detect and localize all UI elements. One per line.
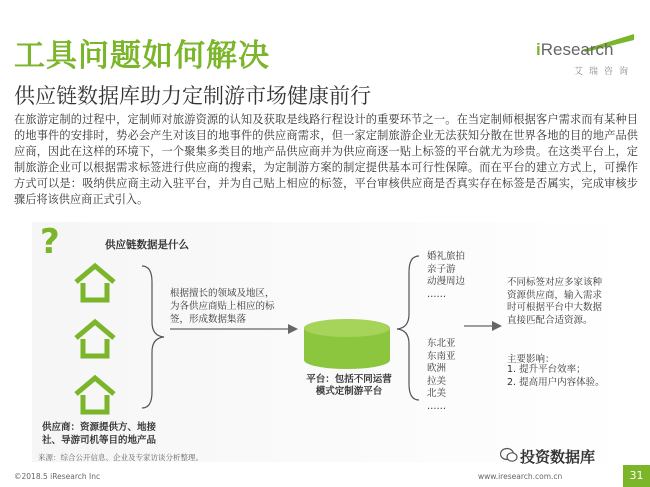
database-cylinder-icon [302, 318, 392, 372]
list-item: 1. 提升平台效率； [507, 364, 586, 375]
website: www.iresearch.com.cn [478, 472, 563, 481]
house-icon [72, 374, 118, 416]
list-item: 2. 提高用户内容体验。 [507, 376, 605, 388]
question-label: 供应链数据是什么 [105, 239, 189, 251]
watermark: 投资数据库 [520, 448, 596, 466]
arrow-right-icon [170, 323, 300, 335]
list-item: 亲子游 [427, 263, 456, 275]
list-item: 东南亚 [427, 350, 456, 362]
label-description: 根据擅长的领域及地区，为各供应商贴上相应的标签，形成数据集落 [170, 288, 275, 325]
brace-icon [393, 252, 423, 404]
house-icon [72, 262, 118, 304]
impact-list [507, 364, 607, 389]
source-note: 来源：综合公开信息、企业及专家访谈分析整理。 [38, 453, 203, 462]
matching-description: 不同标签对应多家该种资源供应商，输入需求时可根据平台中大数据直接匹配合适资源。 [507, 277, 603, 326]
body-paragraph: 在旅游定制的过程中，定制师对旅游资源的认知及获取是线路行程设计的重要环节之一。在当定制师根据客户需求而有某种目的地事件的安排时，势必会产生对该目的地事件的供应商需求，但一家定制旅游企业无法获知分散在世界各地的目的地产品供应商，因此在这样的环境下，一个聚集多类目的地产品供应商并为供应商逐一贴上标签的平台就尤为珍贵。在这类平台上，定制旅游企业可以根据需求标签进行供应商的搜索，为定制游方案的制定提供基本可行性保障。而在平台的建立方式上，可操作方式可以是：吸纳供应商主动入驻平台，并为自己贴上相应的标签，平台审核供应商是否真实存在标签是否属实，完成审核步骤后将该供应商正式引入。 [14, 113, 638, 206]
tag-list-regions [427, 338, 456, 413]
list-item: 动漫周边 [427, 276, 466, 287]
list-item: 婚礼旅拍 [427, 251, 466, 262]
question-mark-icon: ? [40, 222, 60, 262]
list-item: 欧洲 [427, 363, 447, 374]
brace-icon [138, 262, 168, 412]
list-item: 东北亚 [427, 338, 456, 349]
logo-chinese: 艾瑞咨询 [574, 67, 635, 77]
impact-title: 主要影响： [507, 354, 555, 365]
supplier-label: 供应商：资源提供方、地接社、导游司机等目的地产品 [41, 422, 156, 446]
list-item: 拉美 [427, 375, 447, 387]
copyright: ©2018.5 iResearch Inc [14, 472, 101, 481]
logo-text: iResearch [536, 40, 614, 59]
page-title: 工具问题如何解决 [14, 38, 270, 74]
page-number: 31 [623, 465, 650, 487]
arrow-right-icon [464, 320, 504, 332]
iresearch-logo [536, 32, 636, 76]
wechat-icon [500, 447, 518, 463]
house-icon [72, 318, 118, 360]
page-subtitle: 供应链数据库助力定制游市场健康前行 [14, 84, 371, 108]
platform-label: 平台：包括不同运营模式定制游平台 [306, 374, 392, 397]
list-item: 北美 [427, 388, 447, 399]
list-item: …… [427, 400, 446, 412]
tag-list-themes [427, 251, 465, 301]
list-item: …… [427, 288, 446, 300]
